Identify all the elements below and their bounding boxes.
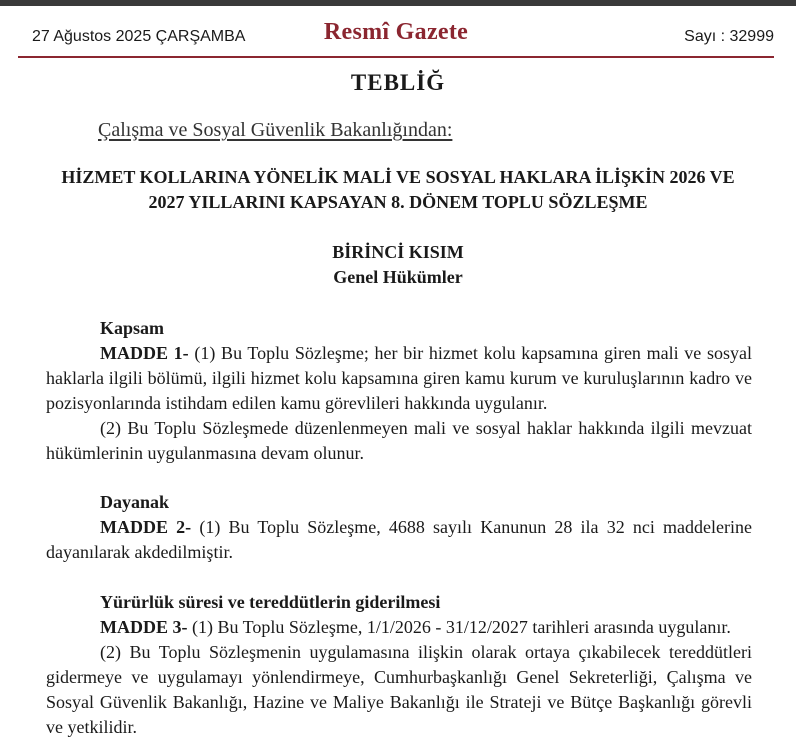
article-paragraph bbox=[46, 615, 752, 640]
header-divider bbox=[18, 56, 774, 58]
part-title: BİRİNCİ KISIM bbox=[332, 242, 464, 262]
article-text: (1) Bu Toplu Sözleşme, 4688 sayılı Kanunun 28 ila 32 nci maddelerine dayanılarak akdedilmiştir. bbox=[46, 517, 752, 562]
section-dayanak bbox=[46, 490, 752, 565]
article-label: MADDE 2- bbox=[100, 517, 192, 537]
issue-date: 27 Ağustos 2025 ÇARŞAMBA bbox=[32, 28, 246, 45]
article-text: (1) Bu Toplu Sözleşme; her bir hizmet kolu kapsamına giren mali ve sosyal haklarla ilgili bölümü, ilgili hizmet kolu kapsamına giren kamu kurum ve kuruluşlarının kadro ve pozisyonlarında istihdam edilen kamu görevlileri hakkında uygulanır. bbox=[46, 343, 752, 413]
issue-number: Sayı : 32999 bbox=[684, 28, 774, 45]
part-heading bbox=[0, 240, 796, 290]
document-title-line-2: 2027 YILLARINI KAPSAYAN 8. DÖNEM TOPLU SÖZLEŞME bbox=[148, 192, 648, 212]
article-paragraph bbox=[46, 341, 752, 416]
document-type: TEBLİĞ bbox=[350, 70, 446, 95]
gazette-header bbox=[18, 16, 774, 56]
top-border-bar bbox=[0, 0, 796, 6]
section-heading: Yürürlük süresi ve tereddütlerin giderilmesi bbox=[100, 592, 441, 612]
article-paragraph: (2) Bu Toplu Sözleşmenin uygulamasına ilişkin olarak ortaya çıkabilecek tereddütleri gidermeye ve uygulamayı yönlendirmeye, Cumhurbaşkanlığı Genel Sekreterliği, Çalışma ve Sosyal Güvenlik Bakanlığı, Hazine ve Maliye Bakanlığı ile Strateji ve Bütçe Başkanlığı görevli ve yetkilidir. bbox=[46, 642, 752, 737]
article-text: (1) Bu Toplu Sözleşme, 1/1/2026 - 31/12/2027 tarihleri arasında uygulanır. bbox=[187, 617, 731, 637]
document-title bbox=[40, 165, 756, 215]
issuing-ministry: Çalışma ve Sosyal Güvenlik Bakanlığından: bbox=[98, 119, 453, 141]
section-kapsam bbox=[46, 316, 752, 466]
section-heading: Dayanak bbox=[100, 492, 170, 512]
article-label: MADDE 3- bbox=[100, 617, 188, 637]
gazette-title: Resmî Gazete bbox=[323, 19, 469, 45]
article-paragraph bbox=[46, 515, 752, 565]
document-title-line-1: HİZMET KOLLARINA YÖNELİK MALİ VE SOSYAL HAKLARA İLİŞKİN 2026 VE bbox=[61, 167, 735, 187]
article-paragraph: (2) Bu Toplu Sözleşmede düzenlenmeyen mali ve sosyal haklar hakkında ilgili mevzuat hükümlerinin uygulanmasına devam olunur. bbox=[46, 418, 752, 463]
part-subtitle: Genel Hükümler bbox=[333, 267, 463, 287]
section-yururluk bbox=[46, 590, 752, 740]
section-heading: Kapsam bbox=[100, 318, 165, 338]
article-label: MADDE 1- bbox=[100, 343, 189, 363]
